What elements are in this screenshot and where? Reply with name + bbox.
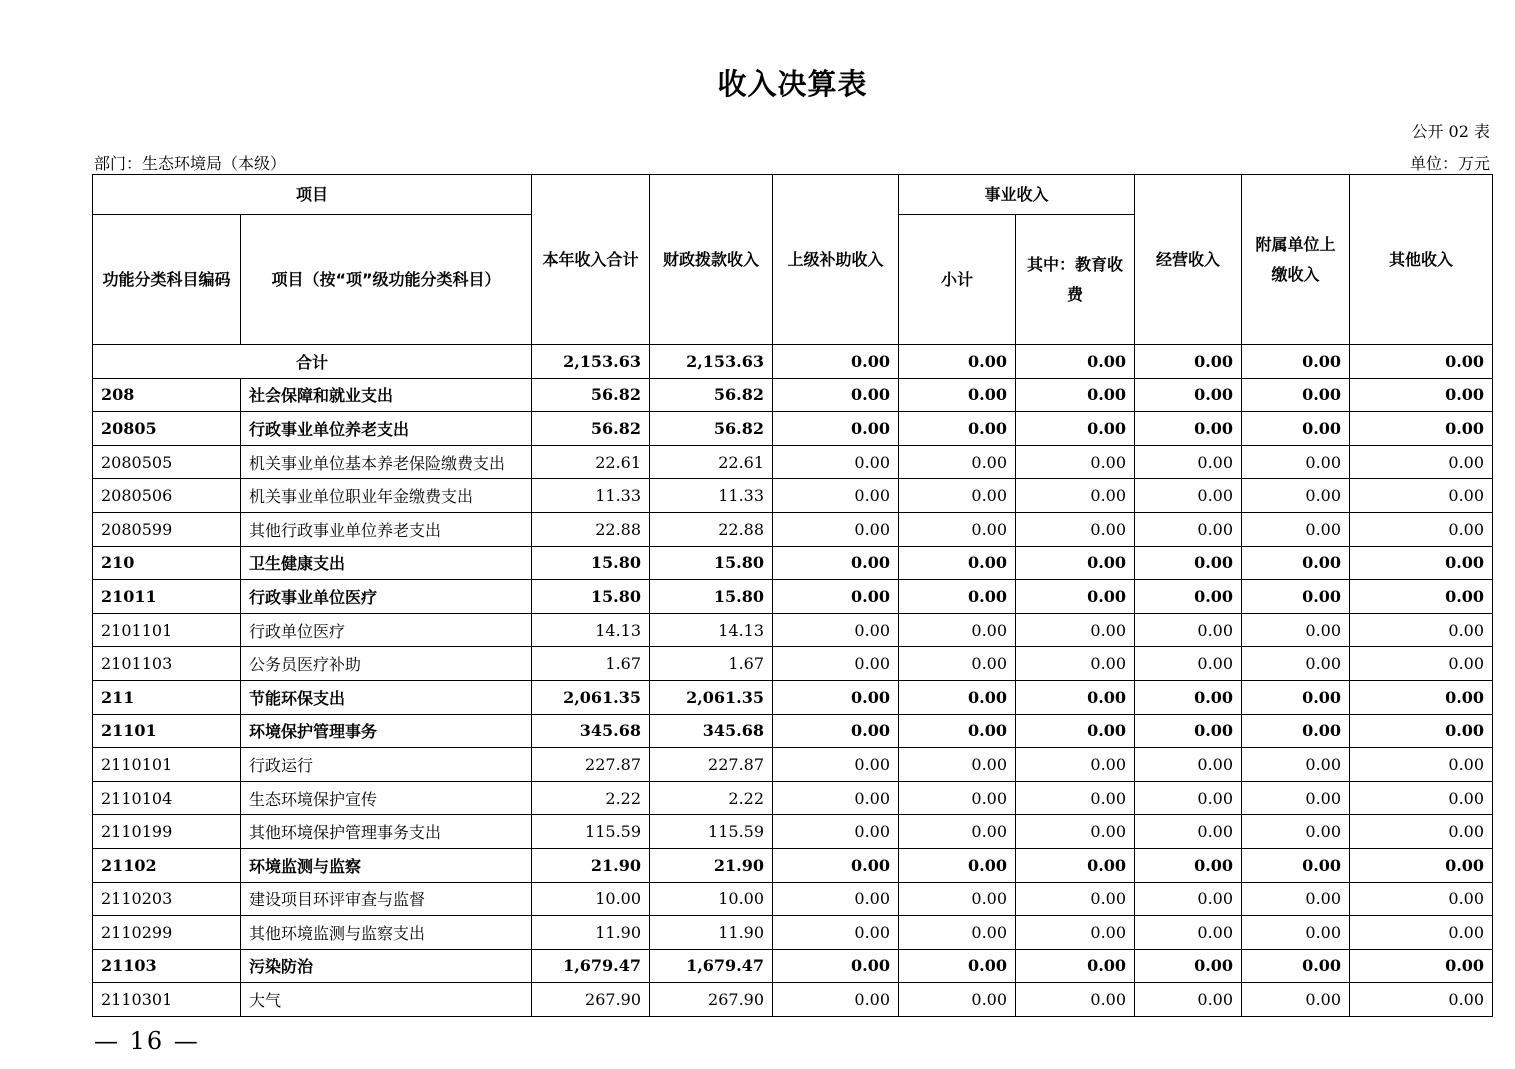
row-value: 115.59	[532, 815, 650, 849]
row-value: 0.00	[1016, 647, 1135, 681]
total-label: 合计	[93, 345, 532, 379]
row-value: 0.00	[1016, 580, 1135, 614]
row-code: 21011	[93, 580, 241, 614]
row-value: 0.00	[1016, 680, 1135, 714]
row-value: 0.00	[1242, 546, 1350, 580]
row-value: 0.00	[899, 916, 1016, 950]
row-name: 建设项目环评审查与监督	[241, 882, 532, 916]
row-value: 0.00	[1016, 613, 1135, 647]
row-value: 1,679.47	[650, 949, 773, 983]
header-project-name: 项目（按“项”级功能分类科目）	[241, 215, 532, 345]
row-value: 0.00	[1135, 546, 1242, 580]
row-value: 0.00	[1350, 680, 1493, 714]
row-value: 0.00	[899, 647, 1016, 681]
row-value: 0.00	[1350, 613, 1493, 647]
row-value: 21.90	[532, 848, 650, 882]
row-value: 0.00	[773, 680, 899, 714]
row-code: 20805	[93, 412, 241, 446]
row-value: 15.80	[650, 546, 773, 580]
table-row	[93, 647, 1493, 681]
row-value: 345.68	[532, 714, 650, 748]
row-value: 0.00	[1016, 882, 1135, 916]
row-value: 0.00	[1135, 714, 1242, 748]
row-code: 2110101	[93, 748, 241, 782]
row-value: 0.00	[1242, 748, 1350, 782]
row-value: 0.00	[899, 714, 1016, 748]
row-value: 0.00	[773, 781, 899, 815]
row-value: 0.00	[1350, 916, 1493, 950]
row-name: 节能环保支出	[241, 680, 532, 714]
row-value: 0.00	[899, 546, 1016, 580]
row-value: 0.00	[773, 983, 899, 1017]
row-value: 0.00	[1242, 815, 1350, 849]
row-value: 0.00	[1242, 647, 1350, 681]
row-value: 0.00	[1242, 949, 1350, 983]
row-value: 0.00	[1242, 983, 1350, 1017]
row-value: 0.00	[1242, 882, 1350, 916]
header-business-group: 事业收入	[899, 175, 1135, 215]
row-code: 21101	[93, 714, 241, 748]
row-value: 0.00	[1016, 748, 1135, 782]
row-name: 行政事业单位医疗	[241, 580, 532, 614]
table-row	[93, 781, 1493, 815]
row-name: 行政单位医疗	[241, 613, 532, 647]
row-value: 345.68	[650, 714, 773, 748]
row-value: 11.33	[650, 479, 773, 513]
header-project: 项目	[93, 175, 532, 215]
row-code: 2080599	[93, 512, 241, 546]
row-value: 0.00	[1135, 949, 1242, 983]
total-value: 0.00	[1135, 345, 1242, 379]
total-value: 2,153.63	[650, 345, 773, 379]
table-row	[93, 882, 1493, 916]
header-affiliated: 附属单位上缴收入	[1242, 175, 1350, 345]
row-value: 0.00	[1242, 412, 1350, 446]
row-value: 0.00	[1135, 512, 1242, 546]
row-value: 0.00	[1135, 412, 1242, 446]
row-value: 0.00	[1350, 949, 1493, 983]
row-name: 其他行政事业单位养老支出	[241, 512, 532, 546]
page-title: 收入决算表	[717, 67, 868, 101]
row-name: 公务员医疗补助	[241, 647, 532, 681]
row-value: 56.82	[532, 378, 650, 412]
row-code: 2101101	[93, 613, 241, 647]
row-value: 0.00	[773, 580, 899, 614]
row-value: 0.00	[1135, 445, 1242, 479]
row-value: 2.22	[650, 781, 773, 815]
row-value: 22.88	[650, 512, 773, 546]
row-value: 0.00	[899, 848, 1016, 882]
row-value: 0.00	[899, 983, 1016, 1017]
row-value: 0.00	[1135, 781, 1242, 815]
row-value: 0.00	[1135, 815, 1242, 849]
row-value: 0.00	[1016, 949, 1135, 983]
header-operating: 经营收入	[1135, 175, 1242, 345]
total-value: 0.00	[773, 345, 899, 379]
table-row	[93, 748, 1493, 782]
row-value: 227.87	[650, 748, 773, 782]
row-value: 22.88	[532, 512, 650, 546]
row-value: 0.00	[1135, 916, 1242, 950]
row-code: 2110301	[93, 983, 241, 1017]
row-value: 0.00	[899, 815, 1016, 849]
total-row	[93, 345, 1493, 379]
row-value: 0.00	[773, 613, 899, 647]
row-value: 0.00	[773, 512, 899, 546]
table-row	[93, 378, 1493, 412]
row-value: 0.00	[1242, 714, 1350, 748]
header-fiscal: 财政拨款收入	[650, 175, 773, 345]
row-value: 0.00	[1242, 378, 1350, 412]
income-table	[92, 174, 1493, 1017]
row-value: 0.00	[773, 882, 899, 916]
row-value: 0.00	[1135, 647, 1242, 681]
row-value: 14.13	[650, 613, 773, 647]
row-value: 0.00	[1016, 983, 1135, 1017]
row-value: 0.00	[1350, 479, 1493, 513]
row-value: 0.00	[1242, 680, 1350, 714]
row-code: 208	[93, 378, 241, 412]
row-value: 0.00	[1350, 848, 1493, 882]
row-value: 0.00	[899, 412, 1016, 446]
table-row	[93, 815, 1493, 849]
row-value: 227.87	[532, 748, 650, 782]
row-value: 267.90	[532, 983, 650, 1017]
row-value: 56.82	[650, 378, 773, 412]
row-value: 0.00	[1242, 781, 1350, 815]
row-value: 2,061.35	[650, 680, 773, 714]
row-name: 卫生健康支出	[241, 546, 532, 580]
row-value: 0.00	[899, 445, 1016, 479]
department-label: 部门：生态环境局（本级）	[94, 154, 287, 173]
page-number: — 16 —	[94, 1027, 200, 1055]
row-value: 0.00	[773, 748, 899, 782]
row-value: 2,061.35	[532, 680, 650, 714]
table-row	[93, 680, 1493, 714]
header-code: 功能分类科目编码	[93, 215, 241, 345]
row-value: 11.90	[650, 916, 773, 950]
row-value: 0.00	[899, 613, 1016, 647]
row-value: 0.00	[899, 781, 1016, 815]
row-value: 0.00	[1135, 983, 1242, 1017]
row-value: 1.67	[532, 647, 650, 681]
row-value: 0.00	[1016, 445, 1135, 479]
row-value: 2.22	[532, 781, 650, 815]
row-name: 行政事业单位养老支出	[241, 412, 532, 446]
total-value: 0.00	[1350, 345, 1493, 379]
row-value: 0.00	[773, 479, 899, 513]
row-value: 0.00	[899, 882, 1016, 916]
row-value: 15.80	[532, 546, 650, 580]
row-value: 0.00	[899, 512, 1016, 546]
row-value: 0.00	[773, 546, 899, 580]
table-row	[93, 916, 1493, 950]
row-value: 0.00	[1135, 848, 1242, 882]
row-value: 0.00	[1135, 882, 1242, 916]
table-row	[93, 479, 1493, 513]
row-value: 0.00	[899, 680, 1016, 714]
table-row	[93, 512, 1493, 546]
row-value: 10.00	[650, 882, 773, 916]
row-value: 0.00	[1016, 848, 1135, 882]
row-value: 0.00	[1016, 916, 1135, 950]
row-value: 56.82	[532, 412, 650, 446]
row-value: 0.00	[1242, 479, 1350, 513]
row-value: 14.13	[532, 613, 650, 647]
total-value: 2,153.63	[532, 345, 650, 379]
row-value: 0.00	[1350, 580, 1493, 614]
row-value: 0.00	[773, 916, 899, 950]
table-row	[93, 983, 1493, 1017]
row-value: 0.00	[1016, 378, 1135, 412]
row-name: 环境保护管理事务	[241, 714, 532, 748]
row-value: 0.00	[773, 949, 899, 983]
row-value: 0.00	[1350, 512, 1493, 546]
row-value: 56.82	[650, 412, 773, 446]
row-value: 0.00	[1350, 412, 1493, 446]
row-code: 21102	[93, 848, 241, 882]
row-value: 0.00	[899, 378, 1016, 412]
row-code: 211	[93, 680, 241, 714]
row-name: 其他环境保护管理事务支出	[241, 815, 532, 849]
row-value: 1.67	[650, 647, 773, 681]
row-code: 2110199	[93, 815, 241, 849]
row-value: 0.00	[773, 412, 899, 446]
row-value: 10.00	[532, 882, 650, 916]
row-code: 2101103	[93, 647, 241, 681]
row-value: 0.00	[1016, 412, 1135, 446]
table-row	[93, 714, 1493, 748]
row-value: 0.00	[773, 445, 899, 479]
row-value: 0.00	[773, 714, 899, 748]
row-value: 0.00	[1016, 815, 1135, 849]
row-value: 0.00	[899, 949, 1016, 983]
row-value: 15.80	[650, 580, 773, 614]
row-value: 0.00	[1242, 613, 1350, 647]
unit-label: 单位：万元	[1409, 154, 1490, 173]
row-name: 污染防治	[241, 949, 532, 983]
row-value: 0.00	[1016, 512, 1135, 546]
row-value: 0.00	[899, 479, 1016, 513]
total-value: 0.00	[1242, 345, 1350, 379]
row-value: 0.00	[1016, 546, 1135, 580]
row-value: 0.00	[1135, 580, 1242, 614]
row-value: 11.90	[532, 916, 650, 950]
row-name: 社会保障和就业支出	[241, 378, 532, 412]
header-education: 其中：教育收费	[1016, 215, 1135, 345]
row-name: 环境监测与监察	[241, 848, 532, 882]
row-value: 21.90	[650, 848, 773, 882]
header-subtotal: 小计	[899, 215, 1016, 345]
row-value: 0.00	[1350, 445, 1493, 479]
row-value: 0.00	[1350, 882, 1493, 916]
row-name: 机关事业单位基本养老保险缴费支出	[241, 445, 532, 479]
row-value: 0.00	[1135, 479, 1242, 513]
row-name: 大气	[241, 983, 532, 1017]
row-value: 0.00	[1016, 781, 1135, 815]
row-code: 2080505	[93, 445, 241, 479]
table-row	[93, 848, 1493, 882]
row-value: 0.00	[1350, 714, 1493, 748]
form-number: 公开 02 表	[1411, 122, 1490, 141]
row-name: 行政运行	[241, 748, 532, 782]
row-value: 0.00	[773, 647, 899, 681]
row-name: 机关事业单位职业年金缴费支出	[241, 479, 532, 513]
row-value: 0.00	[899, 580, 1016, 614]
row-value: 0.00	[1016, 479, 1135, 513]
row-value: 267.90	[650, 983, 773, 1017]
row-value: 11.33	[532, 479, 650, 513]
row-value: 0.00	[1135, 378, 1242, 412]
total-value: 0.00	[1016, 345, 1135, 379]
row-value: 0.00	[1135, 613, 1242, 647]
row-value: 0.00	[1350, 748, 1493, 782]
row-value: 0.00	[1350, 781, 1493, 815]
row-value: 0.00	[1242, 512, 1350, 546]
table-row	[93, 412, 1493, 446]
row-code: 2110203	[93, 882, 241, 916]
row-code: 2110299	[93, 916, 241, 950]
row-value: 22.61	[650, 445, 773, 479]
total-value: 0.00	[899, 345, 1016, 379]
row-value: 0.00	[1350, 983, 1493, 1017]
row-code: 2110104	[93, 781, 241, 815]
row-value: 0.00	[1350, 378, 1493, 412]
row-value: 0.00	[1016, 714, 1135, 748]
row-value: 0.00	[1242, 445, 1350, 479]
table-row	[93, 445, 1493, 479]
row-value: 0.00	[1242, 580, 1350, 614]
row-value: 15.80	[532, 580, 650, 614]
table-row	[93, 580, 1493, 614]
row-value: 115.59	[650, 815, 773, 849]
table-row	[93, 546, 1493, 580]
row-code: 210	[93, 546, 241, 580]
row-value: 0.00	[1242, 916, 1350, 950]
row-value: 22.61	[532, 445, 650, 479]
table-row	[93, 949, 1493, 983]
table-row	[93, 613, 1493, 647]
row-code: 21103	[93, 949, 241, 983]
row-value: 1,679.47	[532, 949, 650, 983]
row-name: 生态环境保护宣传	[241, 781, 532, 815]
row-name: 其他环境监测与监察支出	[241, 916, 532, 950]
header-total-income: 本年收入合计	[532, 175, 650, 345]
header-superior: 上级补助收入	[773, 175, 899, 345]
row-code: 2080506	[93, 479, 241, 513]
header-other: 其他收入	[1350, 175, 1493, 345]
row-value: 0.00	[1350, 815, 1493, 849]
row-value: 0.00	[1242, 848, 1350, 882]
row-value: 0.00	[899, 748, 1016, 782]
row-value: 0.00	[1350, 647, 1493, 681]
row-value: 0.00	[773, 848, 899, 882]
row-value: 0.00	[1135, 748, 1242, 782]
row-value: 0.00	[773, 815, 899, 849]
row-value: 0.00	[1350, 546, 1493, 580]
row-value: 0.00	[773, 378, 899, 412]
row-value: 0.00	[1135, 680, 1242, 714]
